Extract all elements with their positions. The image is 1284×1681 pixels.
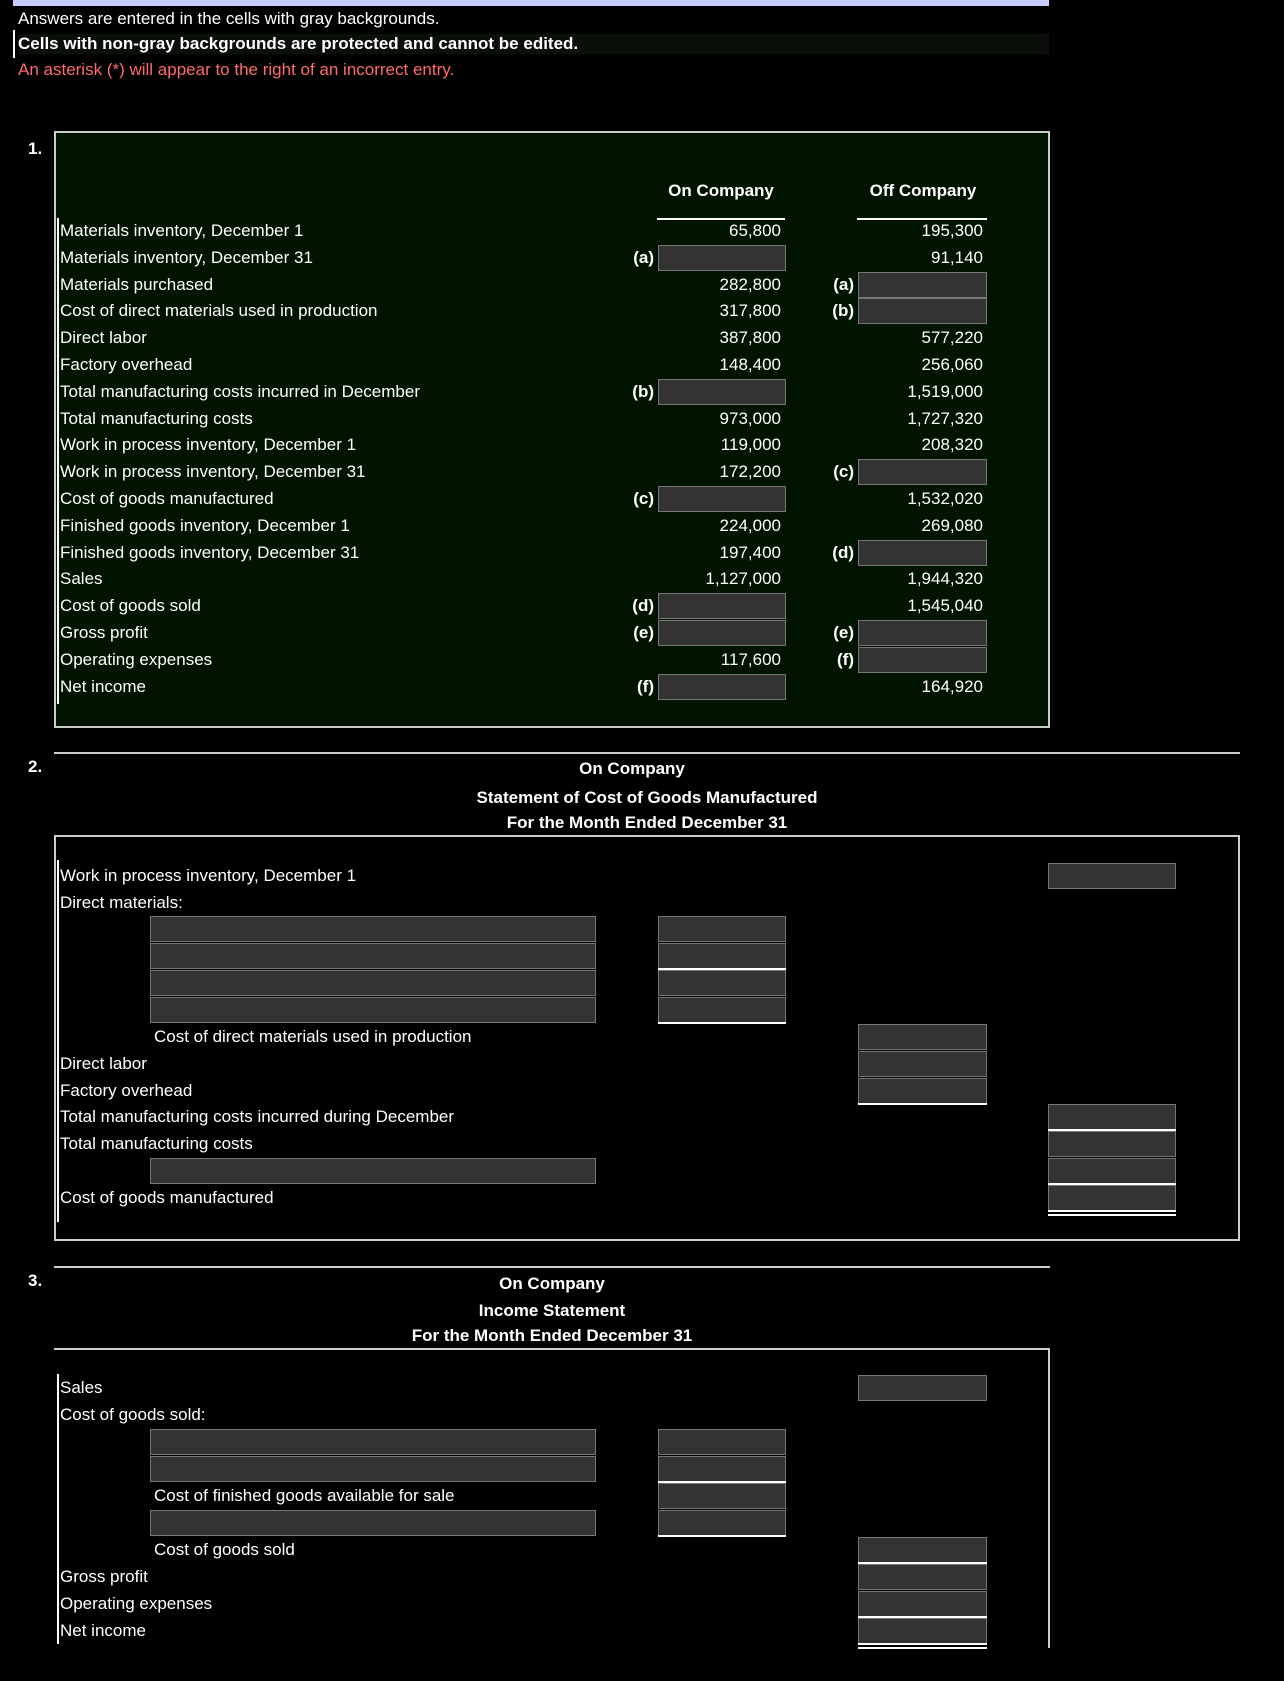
part1-row-label: Materials inventory, December 1 xyxy=(60,221,304,240)
on-company-value: 387,800 xyxy=(719,328,781,348)
off-company-answer-letter: (e) xyxy=(833,623,854,642)
part2-label-rule xyxy=(57,860,59,1222)
fg-dec31-amount-cell[interactable] xyxy=(658,1510,786,1536)
p2-wip-dec1-label: Work in process inventory, December 1 xyxy=(60,866,357,885)
part1-row-label: Materials inventory, December 31 xyxy=(60,247,313,267)
total-mfg-amount-cell[interactable] xyxy=(1048,1131,1176,1157)
part1-row-label: Cost of goods manufactured xyxy=(60,489,274,508)
off-company-value: 195,300 xyxy=(921,221,983,240)
part1-row-label: Total manufacturing costs incurred in December xyxy=(60,381,420,401)
p3-cogs-header-label: Cost of goods sold: xyxy=(60,1405,206,1424)
part1-row-label: Materials purchased xyxy=(60,274,214,294)
off-company-value: 1,532,020 xyxy=(907,489,983,508)
col-off-rule xyxy=(857,218,987,220)
cost-fg-available-amount-cell[interactable] xyxy=(658,1483,786,1509)
part1-row-label: Gross profit xyxy=(60,623,148,642)
col-on-rule xyxy=(657,218,785,220)
off-company-value: 1,727,320 xyxy=(907,408,983,428)
p2-direct-materials-label: Direct materials: xyxy=(60,893,183,912)
instruction-line-2: Cells with non-gray backgrounds are protected and cannot be edited. xyxy=(18,34,1049,54)
p2-total-mfg-label: Total manufacturing costs xyxy=(60,1134,253,1153)
on-company-value: 973,000 xyxy=(719,408,781,428)
on-company-value: 117,600 xyxy=(720,649,781,669)
cogs-item-amount-cell[interactable] xyxy=(658,1456,786,1482)
operating-expenses-amount-cell[interactable] xyxy=(858,1591,987,1617)
part1-row-label: Work in process inventory, December 1 xyxy=(60,435,357,455)
total-underline xyxy=(858,1103,987,1105)
on-company-answer-cell[interactable] xyxy=(658,674,786,700)
part3-period: For the Month Ended December 31 xyxy=(411,1326,693,1345)
off-company-answer-cell[interactable] xyxy=(858,272,987,298)
dm-item-amount-cell[interactable] xyxy=(658,970,786,996)
direct-labor-amount-cell[interactable] xyxy=(858,1051,987,1077)
instruction-line-1: Answers are entered in the cells with gray backgrounds. xyxy=(18,9,440,28)
total-underline xyxy=(658,1481,786,1483)
off-company-value: 208,320 xyxy=(921,435,983,455)
on-company-value: 148,400 xyxy=(719,355,781,374)
p2-cost-dm-used-label: Cost of direct materials used in production xyxy=(154,1027,472,1046)
off-company-answer-letter: (d) xyxy=(832,542,854,562)
on-company-answer-letter: (f) xyxy=(637,676,654,696)
off-company-answer-cell[interactable] xyxy=(858,540,987,566)
dm-item-label-cell[interactable] xyxy=(150,943,596,969)
on-company-answer-cell[interactable] xyxy=(658,379,786,405)
sales-amount-cell[interactable] xyxy=(858,1375,987,1401)
part3-panel-right xyxy=(1048,1348,1050,1648)
dm-item-label-cell[interactable] xyxy=(150,997,596,1023)
total-underline xyxy=(1048,1183,1176,1185)
off-company-value: 269,080 xyxy=(921,515,983,535)
col-off-company: Off Company xyxy=(869,181,977,200)
total-mfg-incurred-amount-cell[interactable] xyxy=(1048,1104,1176,1130)
off-company-answer-letter: (a) xyxy=(833,274,854,294)
part1-row-label: Operating expenses xyxy=(60,649,213,669)
off-company-value: 164,920 xyxy=(921,676,983,696)
on-company-answer-cell[interactable] xyxy=(658,245,786,271)
total-underline xyxy=(658,1022,786,1024)
off-company-answer-cell[interactable] xyxy=(858,298,987,324)
on-company-value: 1,127,000 xyxy=(705,569,781,589)
part1-row-label: Total manufacturing costs xyxy=(60,408,253,428)
off-company-value: 256,060 xyxy=(921,355,983,374)
total-underline xyxy=(658,968,786,970)
part3-number: 3. xyxy=(28,1271,43,1290)
cogs-amount-cell[interactable] xyxy=(858,1537,987,1563)
total-underline xyxy=(1048,1210,1176,1212)
on-company-value: 119,000 xyxy=(720,435,781,455)
wip-dec31-amount-cell[interactable] xyxy=(1048,1158,1176,1184)
part2-period: For the Month Ended December 31 xyxy=(506,813,788,832)
on-company-answer-cell[interactable] xyxy=(658,486,786,512)
total-underline xyxy=(858,1562,987,1564)
part1-row-label: Factory overhead xyxy=(60,355,193,374)
p3-operating-expenses-label: Operating expenses xyxy=(60,1594,213,1613)
on-company-answer-letter: (d) xyxy=(632,596,654,616)
part2-title: Statement of Cost of Goods Manufactured xyxy=(476,788,818,807)
p2-direct-labor-label: Direct labor xyxy=(60,1054,147,1073)
part1-row-label: Sales xyxy=(60,569,103,589)
factory-overhead-amount-cell[interactable] xyxy=(858,1078,987,1104)
instruction-line-3: An asterisk (*) will appear to the right of an incorrect entry. xyxy=(18,60,455,79)
on-company-answer-cell[interactable] xyxy=(658,593,786,619)
part3-panel xyxy=(54,1348,1050,1350)
instruction-rule xyxy=(13,30,15,58)
part1-row-label: Direct labor xyxy=(60,328,147,348)
p3-cogs-label: Cost of goods sold xyxy=(154,1540,295,1559)
part1-row-label: Cost of goods sold xyxy=(60,596,201,616)
on-company-value: 197,400 xyxy=(719,542,781,562)
part1-row-label: Finished goods inventory, December 1 xyxy=(60,515,350,535)
off-company-answer-letter: (b) xyxy=(832,301,854,321)
total-underline xyxy=(1048,1214,1176,1216)
cogm-amount-cell[interactable] xyxy=(1048,1185,1176,1211)
dm-item-amount-cell[interactable] xyxy=(658,943,786,969)
part1-row-label: Net income xyxy=(60,676,146,696)
instructions-panel xyxy=(13,0,1049,58)
off-company-value: 1,545,040 xyxy=(907,596,983,616)
gross-profit-amount-cell[interactable] xyxy=(858,1564,987,1590)
cogs-item-label-cell[interactable] xyxy=(150,1456,596,1482)
net-income-amount-cell[interactable] xyxy=(858,1618,987,1644)
p2-factory-overhead-label: Factory overhead xyxy=(60,1081,193,1100)
off-company-answer-cell[interactable] xyxy=(858,620,987,646)
off-company-value: 577,220 xyxy=(921,328,983,348)
off-company-answer-cell[interactable] xyxy=(858,647,987,673)
dm-item-label-cell[interactable] xyxy=(150,970,596,996)
part1-row-label: Work in process inventory, December 31 xyxy=(60,462,366,482)
cost-dm-used-amount-cell[interactable] xyxy=(858,1024,987,1050)
dm-item-amount-cell[interactable] xyxy=(658,916,786,942)
part3-company: On Company xyxy=(499,1274,605,1293)
dm-item-label-cell[interactable] xyxy=(150,916,596,942)
on-company-answer-letter: (b) xyxy=(632,381,654,401)
on-company-value: 317,800 xyxy=(719,301,781,321)
total-underline xyxy=(1048,1129,1176,1131)
on-company-value: 224,000 xyxy=(719,515,781,535)
part2-company: On Company xyxy=(579,759,685,778)
fg-dec31-label-cell[interactable] xyxy=(150,1510,596,1536)
part1-number: 1. xyxy=(28,139,43,158)
on-company-answer-cell[interactable] xyxy=(658,620,786,646)
cogs-item-label-cell[interactable] xyxy=(150,1429,596,1455)
on-company-value: 172,200 xyxy=(719,462,781,482)
total-underline xyxy=(658,1535,786,1537)
wip-dec1-amount-cell[interactable] xyxy=(1048,863,1176,889)
cogs-item-amount-cell[interactable] xyxy=(658,1429,786,1455)
p2-cogm-label: Cost of goods manufactured xyxy=(60,1188,274,1207)
on-company-answer-letter: (c) xyxy=(633,489,654,508)
p2-total-mfg-incurred-label: Total manufacturing costs incurred during December xyxy=(60,1107,455,1126)
p3-cost-fg-available-label: Cost of finished goods available for sale xyxy=(154,1486,455,1505)
accent-bar xyxy=(13,0,1049,6)
part3-header-rule xyxy=(54,1266,1050,1268)
part1-label-rule xyxy=(57,218,59,704)
part2-header-rule xyxy=(54,752,1240,754)
on-company-answer-letter: (e) xyxy=(633,623,654,642)
wip-dec31-label-cell[interactable] xyxy=(150,1158,596,1184)
part1-row-label: Cost of direct materials used in production xyxy=(60,301,378,321)
off-company-answer-letter: (f) xyxy=(837,649,854,669)
on-company-value: 65,800 xyxy=(729,221,781,240)
part3-label-rule xyxy=(57,1374,59,1644)
off-company-answer-letter: (c) xyxy=(833,462,854,482)
part2-number: 2. xyxy=(28,757,43,776)
total-underline xyxy=(858,1643,987,1645)
p3-sales-label: Sales xyxy=(60,1378,103,1397)
p3-net-income-label: Net income xyxy=(60,1621,146,1640)
off-company-value: 91,140 xyxy=(931,247,983,267)
total-underline xyxy=(858,1647,987,1649)
on-company-answer-letter: (a) xyxy=(633,247,654,267)
p3-gross-profit-label: Gross profit xyxy=(60,1567,148,1586)
part3-title: Income Statement xyxy=(478,1301,626,1320)
off-company-value: 1,519,000 xyxy=(907,381,983,401)
on-company-value: 282,800 xyxy=(719,274,781,294)
off-company-answer-cell[interactable] xyxy=(858,459,987,485)
off-company-value: 1,944,320 xyxy=(907,569,983,589)
total-underline xyxy=(858,1616,987,1618)
dm-item-amount-cell[interactable] xyxy=(658,997,786,1023)
col-on-company: On Company xyxy=(668,181,774,200)
part1-row-label: Finished goods inventory, December 31 xyxy=(60,542,360,562)
